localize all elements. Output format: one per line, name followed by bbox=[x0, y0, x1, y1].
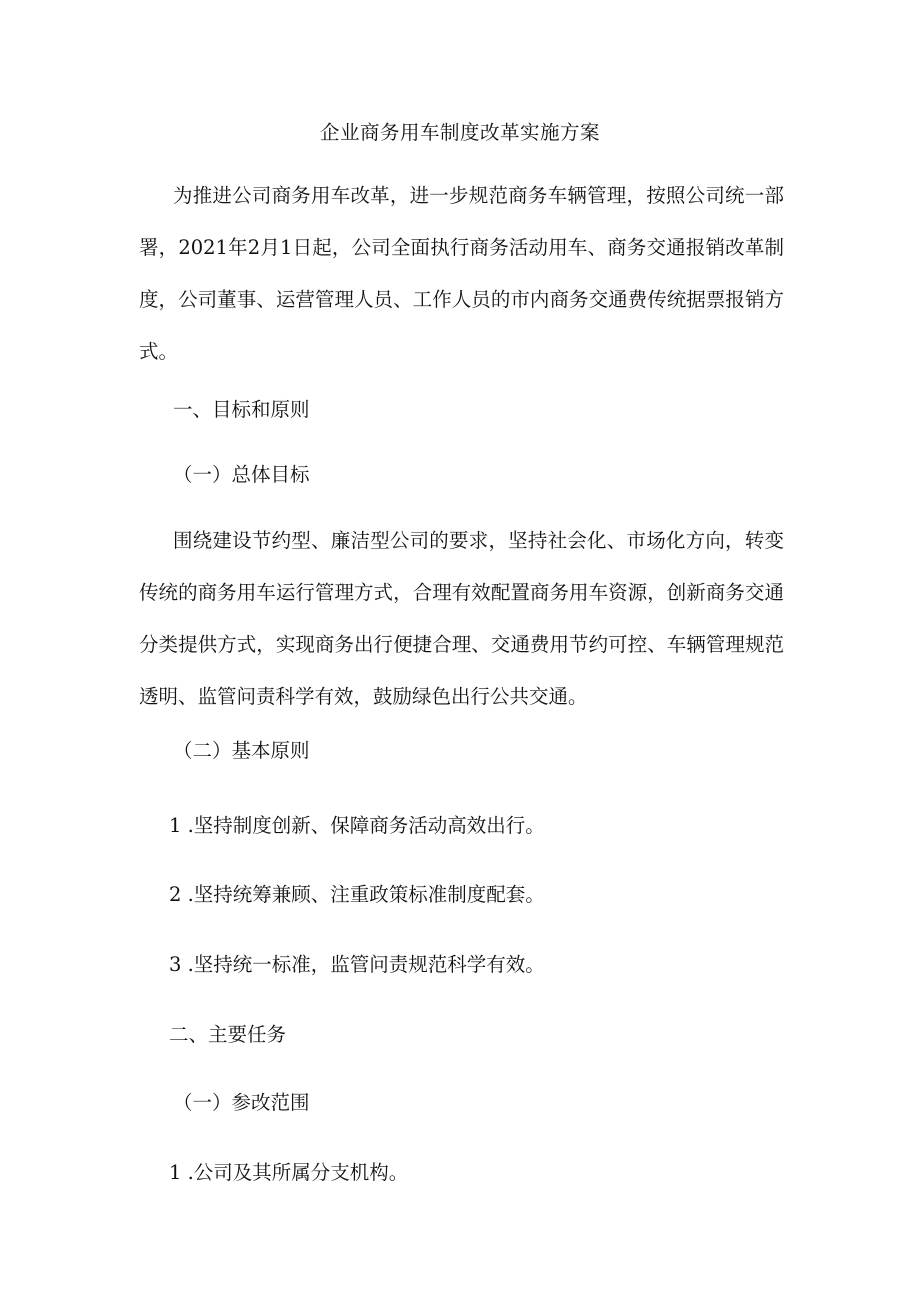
overall-goal-paragraph: 围绕建设节约型、廉洁型公司的要求，坚持社会化、市场化方向，转变传统的商务用车运行管理方式，合理有效配置商务用车资源，创新商务交通分类提供方式，实现商务出行便捷合理、交通费用节约可控、车辆管理规范透明、监管问责科学有效，鼓励绿色出行公共交通。 bbox=[139, 529, 784, 708]
principle-item-2: 2 .坚持统筹兼顾、注重政策标准制度配套。 bbox=[169, 883, 545, 906]
principle-item-3: 3 .坚持统一标准，监管问责规范科学有效。 bbox=[169, 953, 545, 976]
subheading-basic-principles: （二）基本原则 bbox=[173, 739, 310, 762]
section-heading-goals-principles: 一、目标和原则 bbox=[173, 398, 310, 421]
intro-paragraph: 为推进公司商务用车改革，进一步规范商务车辆管理，按照公司统一部署，2021年2月1日起，公司全面执行商务活动用车、商务交通报销改革制度，公司董事、运营管理人员、工作人员的市内商务交通费传统据票报销方式。 bbox=[139, 184, 784, 363]
subheading-overall-goal: （一）总体目标 bbox=[173, 463, 310, 486]
principle-item-1: 1 .坚持制度创新、保障商务活动高效出行。 bbox=[169, 814, 545, 837]
subheading-reform-scope: （一）参改范围 bbox=[173, 1091, 310, 1114]
scope-item-1: 1 .公司及其所属分支机构。 bbox=[169, 1161, 409, 1184]
section-heading-main-tasks: 二、主要任务 bbox=[169, 1023, 287, 1046]
document-title: 企业商务用车制度改革实施方案 bbox=[319, 121, 600, 144]
